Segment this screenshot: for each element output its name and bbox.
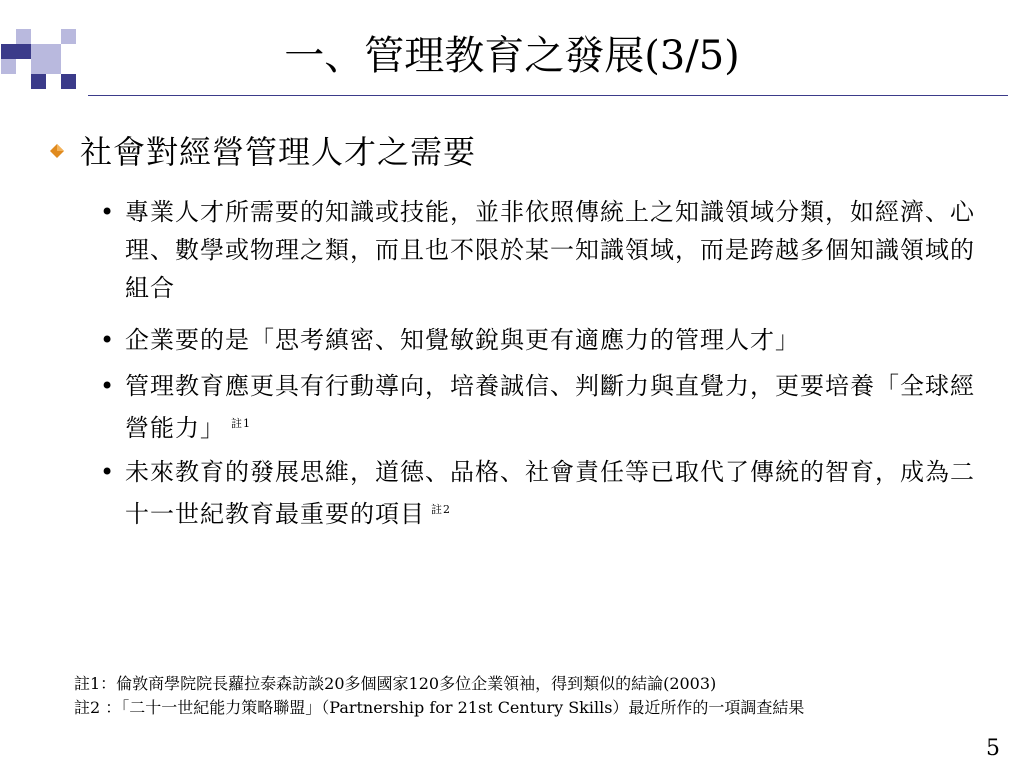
bullet-dot: • xyxy=(100,372,115,400)
list-item xyxy=(100,193,980,307)
list-item-text: 管理教育應更具有行動導向，培養誠信、判斷力與直覺力，更要培養「全球經營能力」 xyxy=(125,372,975,442)
list-item-text: 未來教育的發展思維，道德、品格、社會責任等已取代了傳統的智育，成為二十一世紀教育最重要的項目 xyxy=(125,458,975,528)
bullet-dot: • xyxy=(100,458,115,486)
diamond-bullet-icon xyxy=(50,144,64,158)
bullet-dot: • xyxy=(100,326,115,354)
list-item-text: 企業要的是「思考縝密、知覺敏銳與更有適應力的管理人才」 xyxy=(125,326,800,354)
title-divider xyxy=(88,95,1008,96)
footnotes xyxy=(74,672,804,720)
list-item-text: 專業人才所需要的知識或技能，並非依照傳統上之知識領域分類，如經濟、心理、數學或物理之類，而且也不限於某一知識領域，而是跨越多個知識領域的組合 xyxy=(125,198,975,302)
bullet-dot: • xyxy=(100,198,115,226)
list-item xyxy=(100,453,980,533)
footnote-2: 註2 ：「二十一世紀能力策略聯盟」（Partnership for 21st Century Skills）最近所作的一項調查結果 xyxy=(74,698,805,717)
slide-title: 一、管理教育之發展(3/5) xyxy=(284,33,740,79)
page-number: 5 xyxy=(986,736,1000,761)
list-item xyxy=(100,321,980,359)
footnote-1: 註1：倫敦商學院院長蘿拉泰森訪談20多個國家120多位企業領袖，得到類似的結論(2003) xyxy=(74,674,717,693)
footnote-marker: 註1 xyxy=(231,417,251,430)
list-item xyxy=(100,367,980,447)
footnote-marker: 註2 xyxy=(431,503,451,516)
section-heading: 社會對經營管理人才之需要 xyxy=(80,133,477,171)
